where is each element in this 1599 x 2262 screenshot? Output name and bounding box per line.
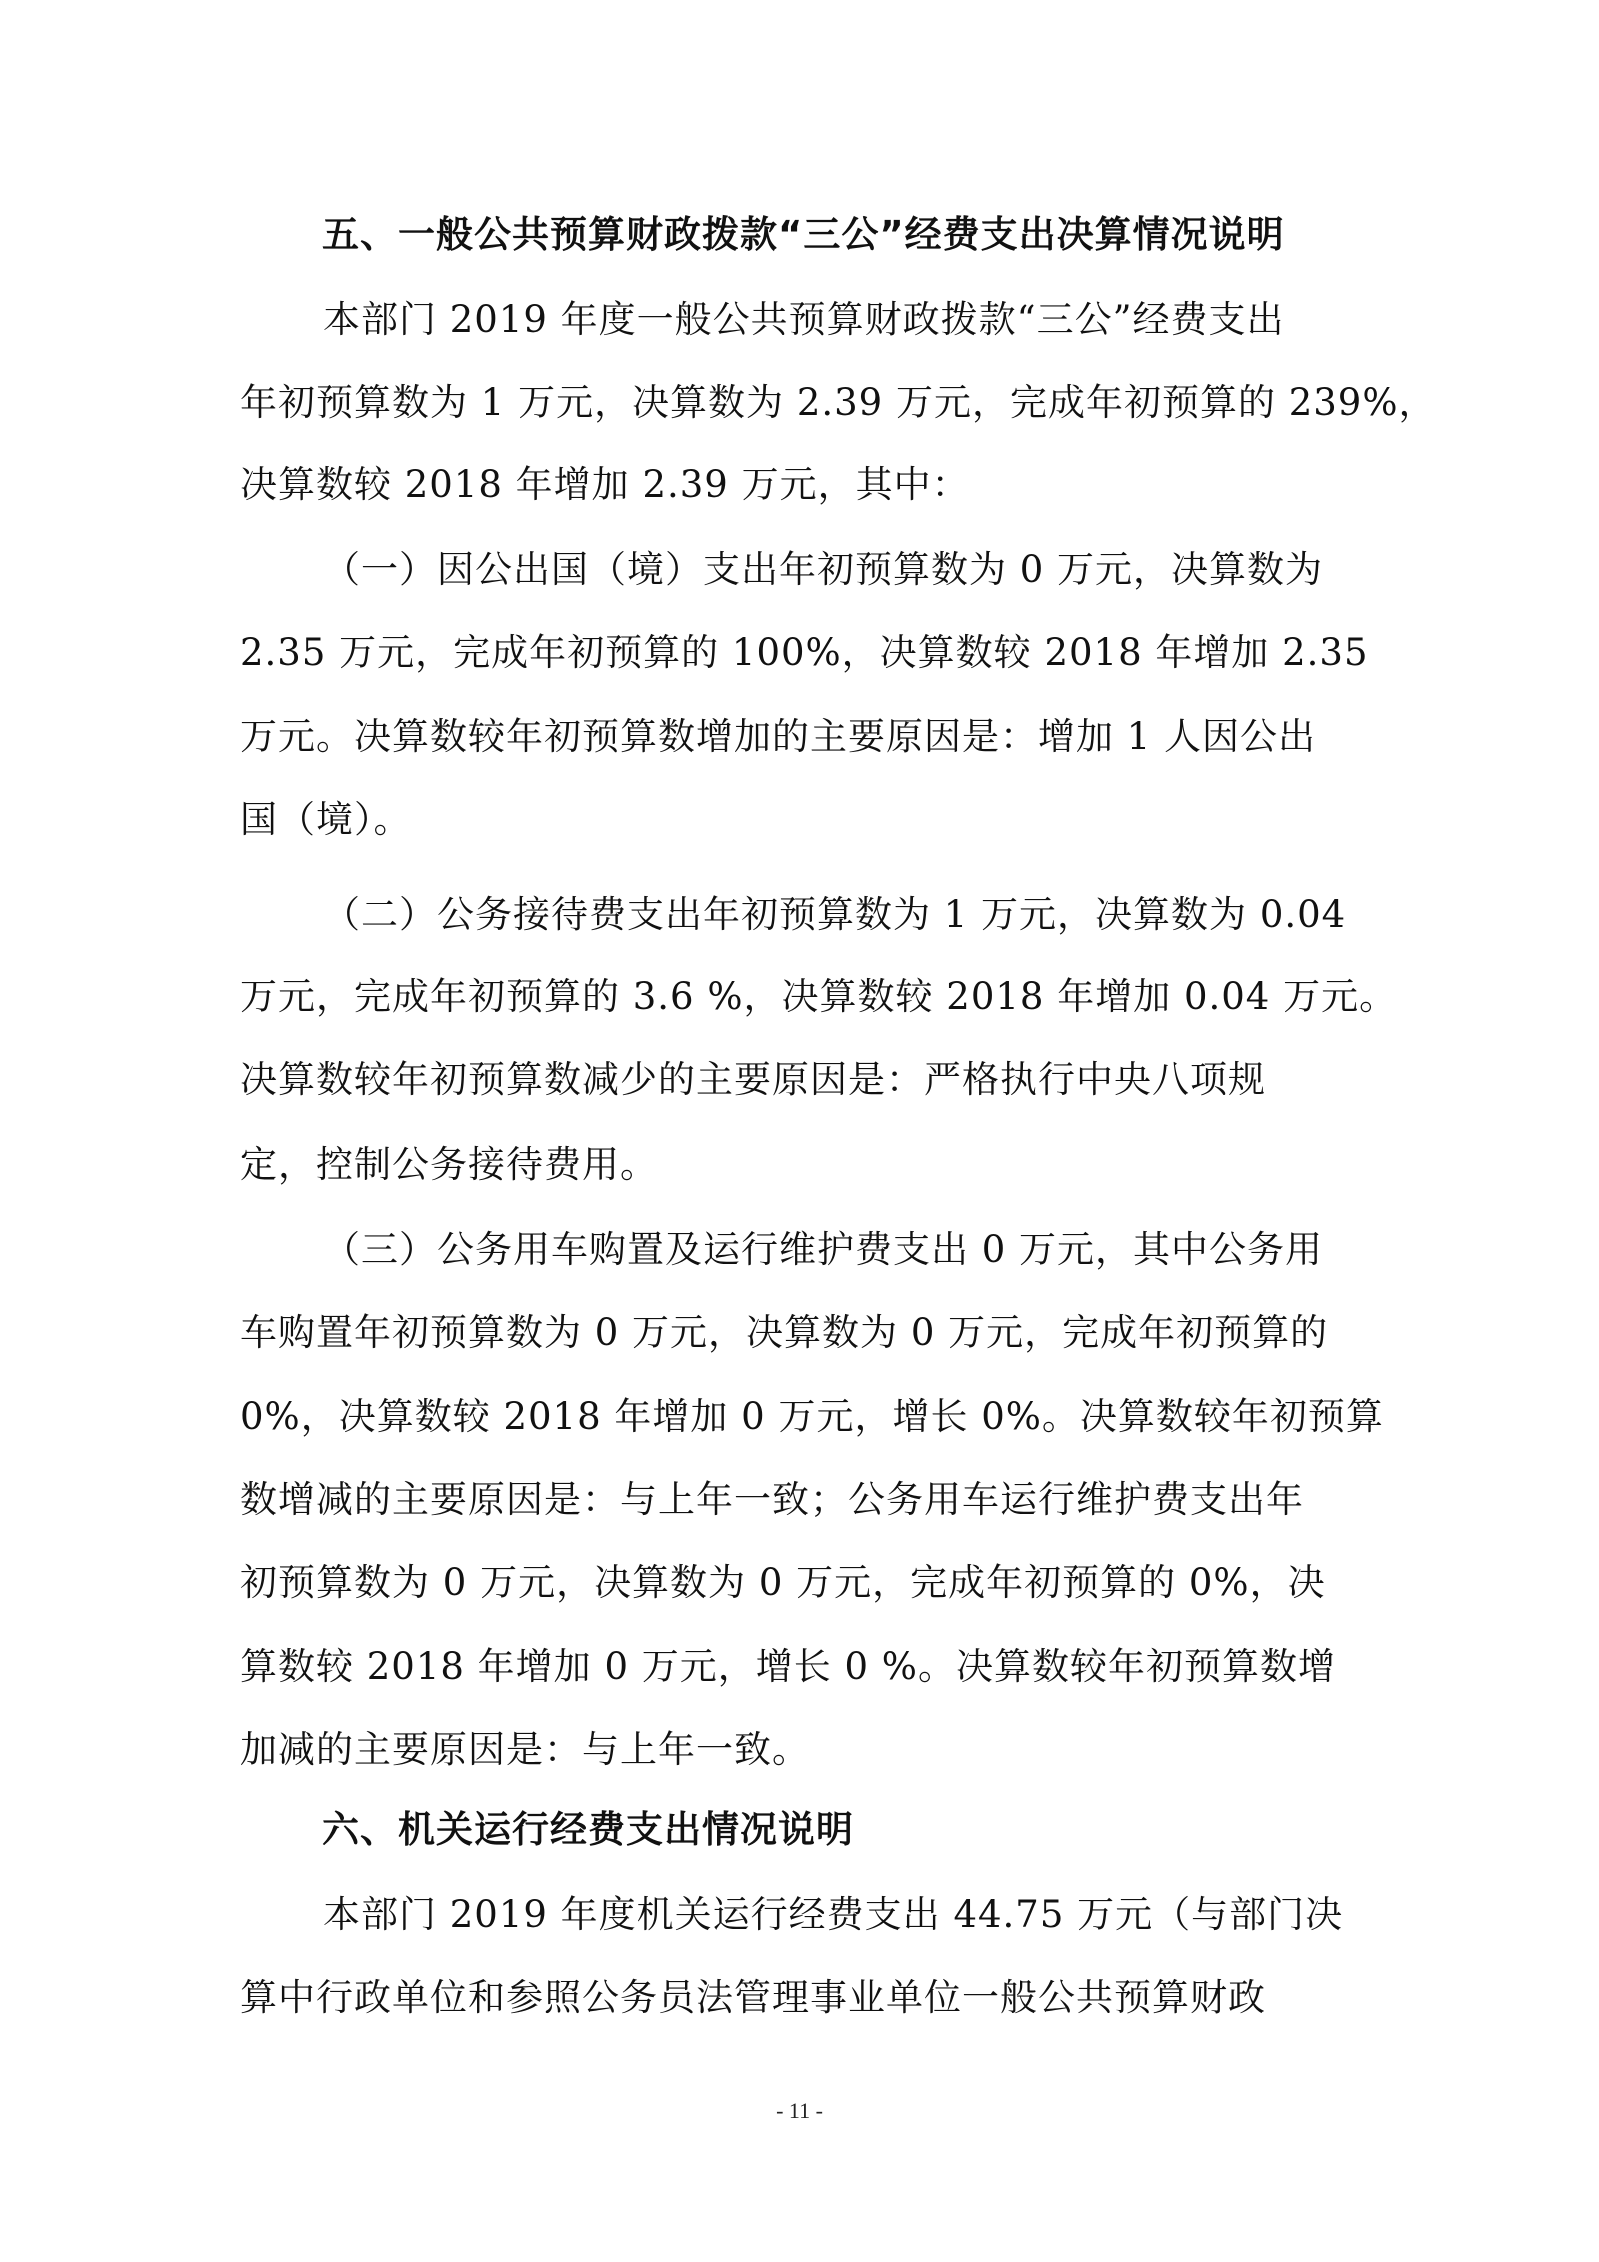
item-3-line-7: 加减的主要原因是：与上年一致。 (240, 1728, 810, 1771)
item-1-line-2: 2.35 万元，完成年初预算的 100%，决算数较 2018 年增加 2.35 (240, 631, 1369, 674)
item-3-line-5: 初预算数为 0 万元，决算数为 0 万元，完成年初预算的 0%，决 (240, 1561, 1326, 1604)
item-2-line-3: 决算数较年初预算数减少的主要原因是：严格执行中央八项规 (240, 1058, 1266, 1101)
item-2-line-4: 定，控制公务接待费用。 (240, 1143, 658, 1186)
section-6-body-line-1: 本部门 2019 年度机关运行经费支出 44.75 万元（与部门决 (323, 1893, 1344, 1936)
item-1-line-3: 万元。决算数较年初预算数增加的主要原因是：增加 1 人因公出 (240, 715, 1317, 758)
section-6-heading: 六、机关运行经费支出情况说明 (322, 1808, 854, 1851)
item-3-line-6: 算数较 2018 年增加 0 万元，增长 0 %。决算数较年初预算数增 (240, 1645, 1336, 1688)
item-3-line-4: 数增减的主要原因是：与上年一致；公务用车运行维护费支出年 (240, 1478, 1304, 1521)
item-1-line-1: （一）因公出国（境）支出年初预算数为 0 万元，决算数为 (323, 548, 1324, 591)
section-5-intro-line-1: 本部门 2019 年度一般公共预算财政拨款“三公”经费支出 (323, 298, 1285, 341)
item-3-line-1: （三）公务用车购置及运行维护费支出 0 万元，其中公务用 (323, 1228, 1324, 1271)
page-number: - 11 - (776, 2098, 823, 2123)
item-2-line-2: 万元，完成年初预算的 3.6 %，决算数较 2018 年增加 0.04 万元。 (240, 975, 1398, 1018)
item-1-line-4: 国（境）。 (240, 798, 412, 841)
section-5-intro-line-3: 决算数较 2018 年增加 2.39 万元，其中： (240, 463, 970, 506)
item-3-line-2: 车购置年初预算数为 0 万元，决算数为 0 万元，完成年初预算的 (240, 1311, 1329, 1354)
section-5-heading: 五、一般公共预算财政拨款“三公”经费支出决算情况说明 (322, 213, 1285, 256)
item-3-line-3: 0%，决算数较 2018 年增加 0 万元，增长 0%。决算数较年初预算 (240, 1395, 1384, 1438)
item-2-line-1: （二）公务接待费支出年初预算数为 1 万元，决算数为 0.04 (323, 893, 1347, 936)
section-5-intro-line-2: 年初预算数为 1 万元，决算数为 2.39 万元，完成年初预算的 239%， (240, 381, 1437, 424)
section-6-body-line-2: 算中行政单位和参照公务员法管理事业单位一般公共预算财政 (240, 1976, 1266, 2019)
